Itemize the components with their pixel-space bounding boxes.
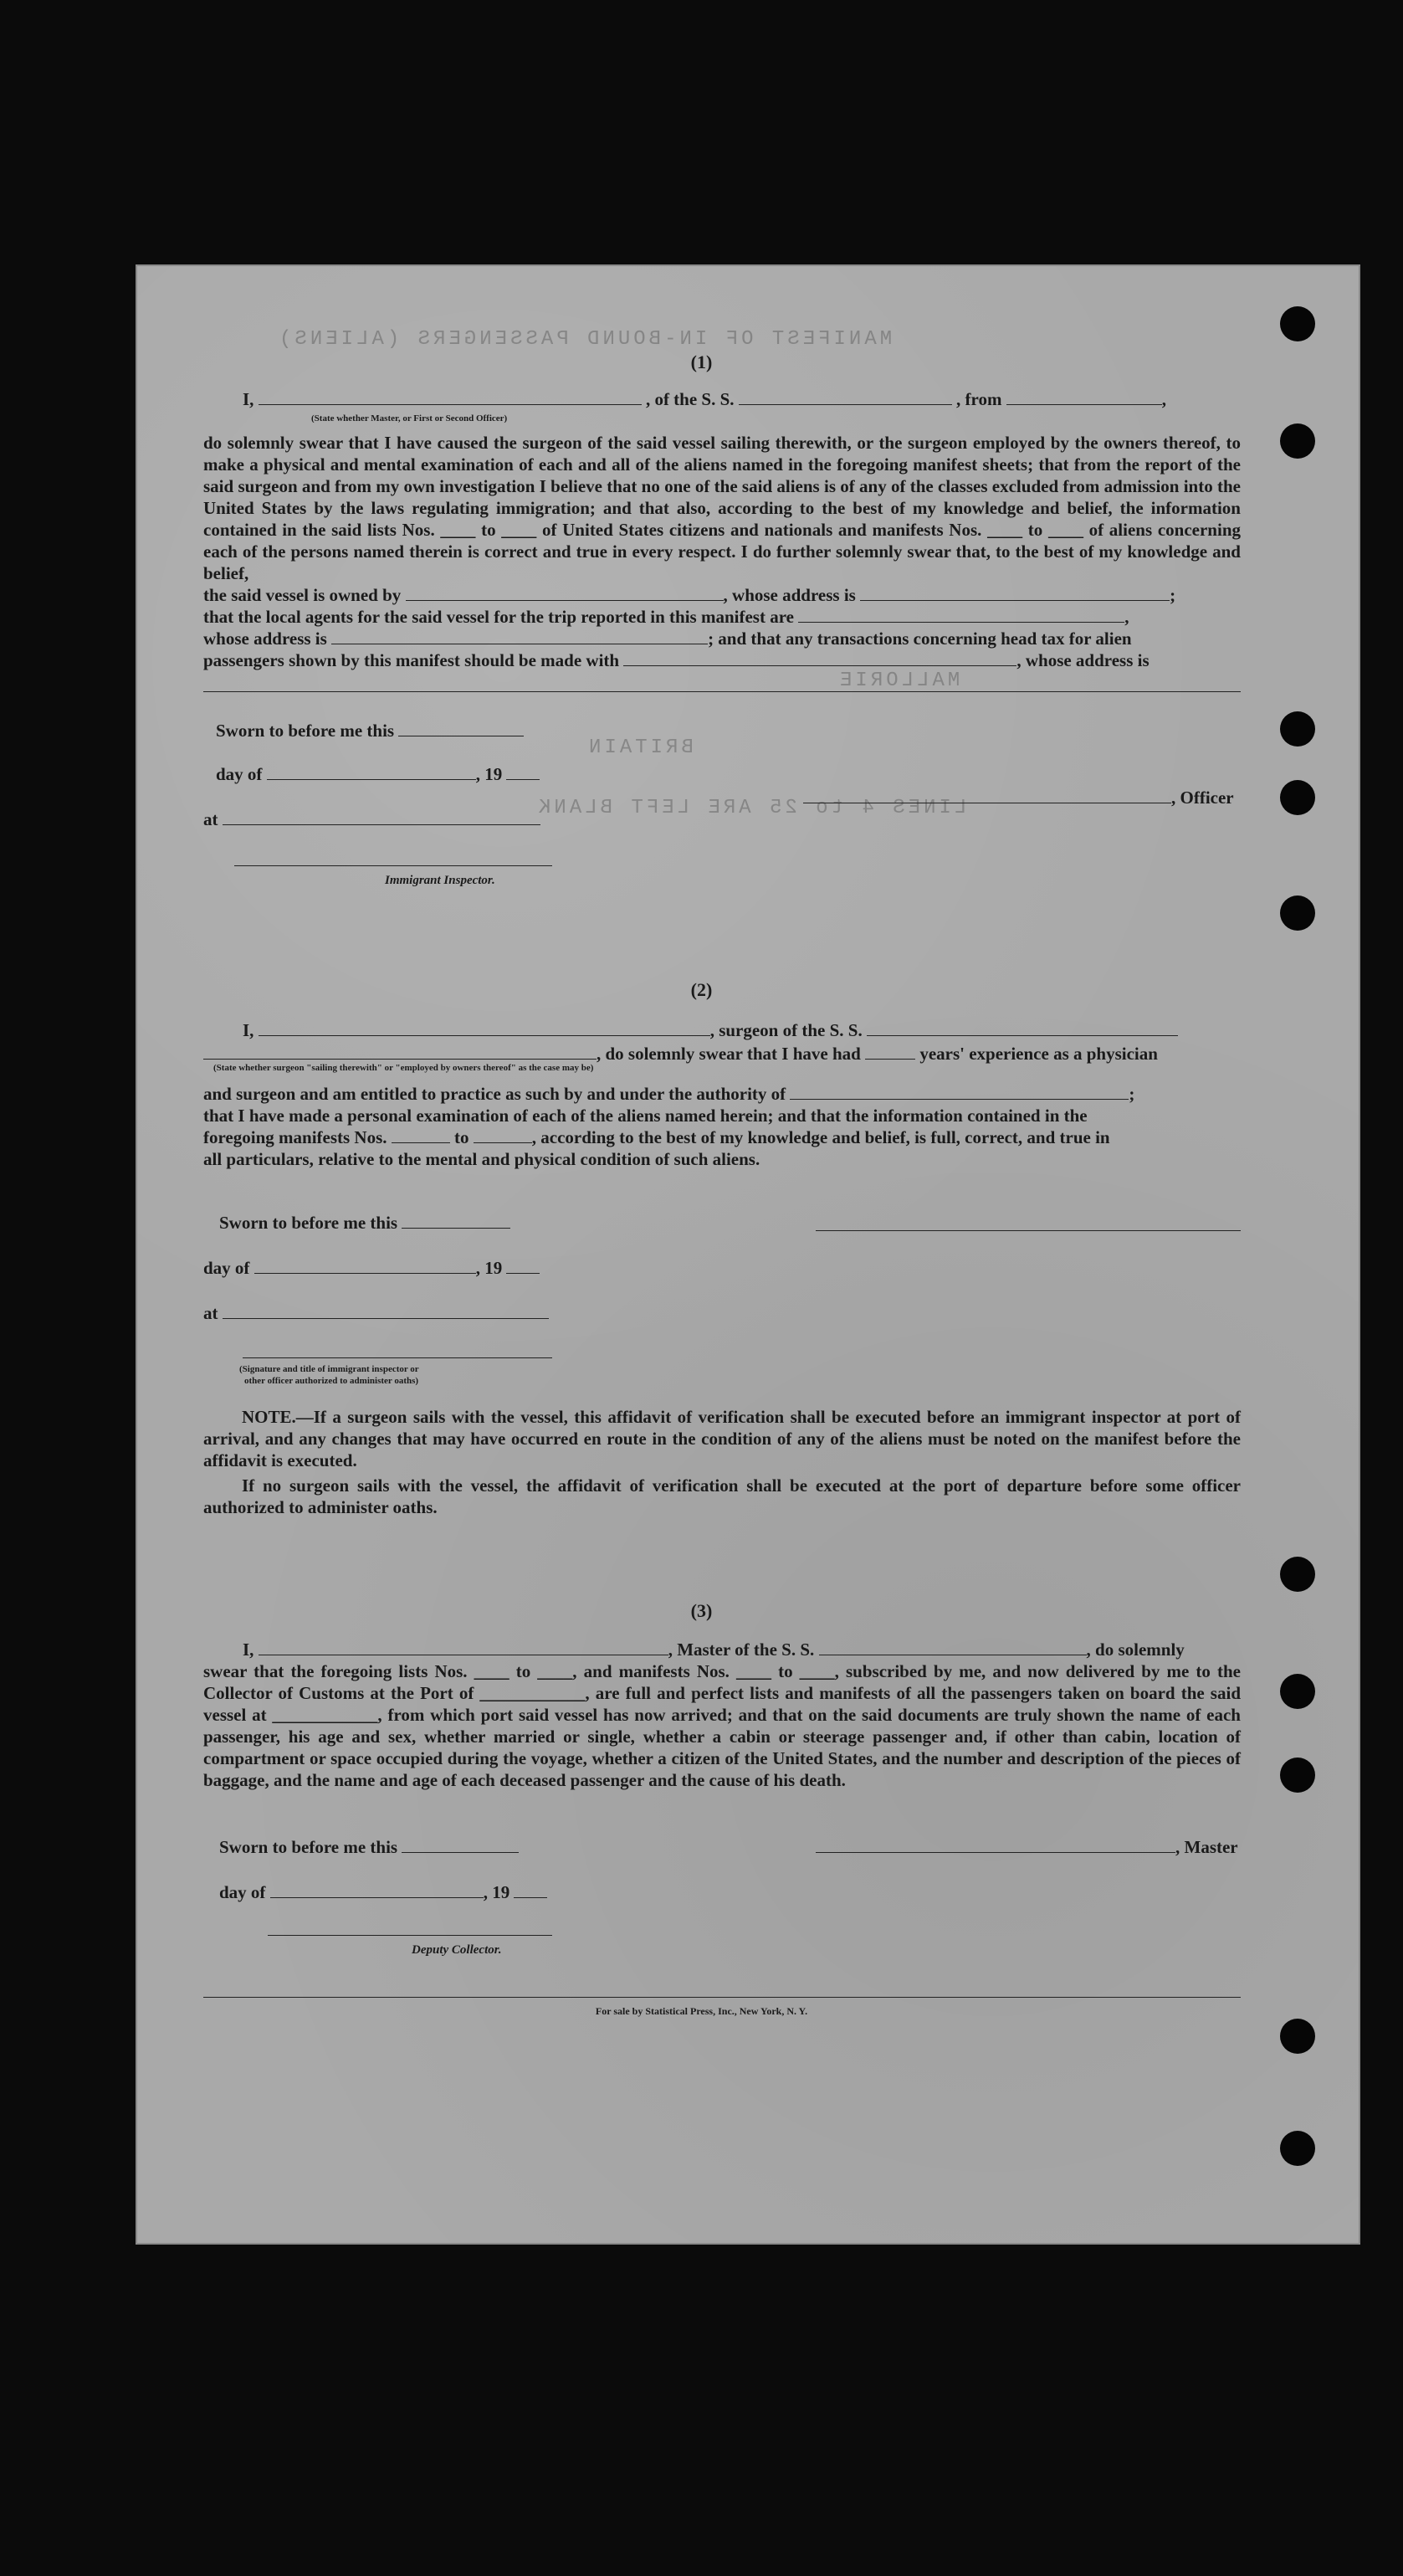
ship-name-blank <box>739 389 952 405</box>
note-no-surgeon: If no surgeon sails with the vessel, the affidavit of verification shall be executed at the port of departure before some officer authorized to administer oaths. <box>203 1475 1241 1517</box>
label-sworn: Sworn to before me this <box>216 721 395 741</box>
signature-note: other officer authorized to administer oaths) <box>244 1376 419 1386</box>
label-officer: , Officer <box>1171 788 1234 808</box>
punch-hole <box>1280 306 1315 341</box>
day-of-line <box>203 1257 540 1279</box>
punch-hole <box>1280 1674 1315 1709</box>
place-blank <box>223 1303 549 1319</box>
label-to: to <box>454 1127 469 1147</box>
label-whose-address: , whose address is <box>723 585 856 605</box>
collector-label: Deputy Collector. <box>412 1943 502 1957</box>
officer-line <box>803 787 1234 808</box>
at-line <box>203 1302 549 1324</box>
label-according: , according to the best of my knowledge and belief, is full, correct, and true in <box>531 1127 1110 1147</box>
particulars-line: all particulars, relative to the mental and physical condition of such aliens. <box>203 1149 760 1169</box>
punch-hole <box>1280 423 1315 459</box>
label-owned-by: the said vessel is owned by <box>203 585 402 605</box>
label-from: , from <box>956 389 1002 409</box>
signature-note: (Signature and title of immigrant inspector or <box>239 1364 419 1374</box>
passengers-line <box>203 649 1150 671</box>
label-years: years' experience as a physician <box>919 1044 1158 1064</box>
surgeon-line-1 <box>243 1019 1178 1041</box>
day-of-line <box>216 763 540 785</box>
label-year: , 19 <box>475 764 503 784</box>
month-blank <box>267 764 476 780</box>
master-name-blank <box>259 389 642 405</box>
note-surgeon: NOTE.—If a surgeon sails with the vessel, this affidavit of verification shall be executed before an immigrant inspector at port of arrival, and any changes that may have occurred en route in the condition of any of the aliens must be noted on the manifest before the affidavit is executed. <box>203 1407 1241 1470</box>
oath-body: swear that the foregoing lists Nos. ____ to ____, and manifests Nos. ____ to ____, subscribed by me, and now delivered by me to the Collector of Customs at the Port of ____________, are full and perfect lists and manifests of all the passengers taken on board the said vessel at ____________, from which port said vessel has now arrived; and that on the said documents are truly shown the name of each passenger, his age and sex, whether married or single, whether a cabin or steerage passenger and, if other than cabin, location of compartment or space occupied during the voyage, whether a citizen of the United States, and the number and description of the pieces of baggage, and the name and age of each deceased passenger and the cause of his death. <box>203 1661 1241 1790</box>
state-note: (State whether Master, or First or Second Officer) <box>311 413 508 423</box>
sworn-line <box>219 1836 519 1858</box>
label-authority: and surgeon and am entitled to practice as such by and under the authority of <box>203 1084 786 1104</box>
punch-hole <box>1280 780 1315 815</box>
master-signature-blank <box>816 1837 1175 1853</box>
month-blank <box>270 1882 484 1898</box>
at-line <box>203 808 540 830</box>
state-note: (State whether surgeon "sailing therewith" or "employed by owners thereof" as the case may be) <box>213 1063 594 1073</box>
sworn-day-blank <box>398 721 524 736</box>
label-whose-address: whose address is <box>203 629 327 649</box>
surgeon-status-blank <box>203 1044 597 1060</box>
inspector-label: Immigrant Inspector. <box>385 874 495 887</box>
bleed-through-text: MALLORIE <box>837 670 960 692</box>
headtax-contact-blank <box>623 650 1016 666</box>
sworn-line <box>219 1212 510 1234</box>
bleed-through-text: BRITAIN <box>586 736 694 759</box>
local-agents-line: that the local agents for the said vessel for the trip reported in this manifest are , <box>203 607 1129 627</box>
agents-blank <box>798 607 1124 623</box>
ship-name-blank <box>867 1020 1178 1036</box>
label-i: I, <box>243 389 254 409</box>
label-passengers: passengers shown by this manifest should be made with <box>203 650 620 670</box>
inspector-rule <box>234 865 552 866</box>
punch-hole <box>1280 711 1315 747</box>
label-day-of: day of <box>216 764 263 784</box>
label-master-title: , Master <box>1175 1837 1238 1857</box>
sworn-day-blank <box>402 1213 510 1229</box>
label-year: , 19 <box>475 1258 503 1278</box>
label-transactions: ; and that any transactions concerning head tax for alien <box>708 629 1132 649</box>
printer-footer: For sale by Statistical Press, Inc., New York, N. Y. <box>595 2005 808 2017</box>
collector-rule <box>268 1935 552 1936</box>
label-swear: , do solemnly swear that I have had <box>597 1044 861 1064</box>
manifest-from-blank <box>392 1127 450 1143</box>
oath-body: do solemnly swear that I have caused the surgeon of the said vessel sailing therewith, or the surgeon employed by the owners thereof, to make a physical and mental examination of each and all of the aliens named in the foregoing manifest sheets; that from the report of the said surgeon and from my own investigation I believe that no one of the said aliens is of any of the classes excluded from admission into the United States by the laws regulating immigration; and that also, according to the best of my knowledge and belief, the information contained in the said lists Nos. ____ to ____ of United States citizens and nationals and manifests Nos. ____ to ____ of aliens concerning each of the persons named therein is correct and true in every respect. I do further solemnly swear that, to the best of my knowledge and belief, <box>203 433 1241 583</box>
footer-rule <box>203 1997 1241 1998</box>
sworn-line <box>216 720 524 741</box>
master-name-blank <box>259 1640 668 1655</box>
label-foregoing: foregoing manifests Nos. <box>203 1127 387 1147</box>
label-at: at <box>203 1303 218 1323</box>
authority-blank <box>790 1084 1129 1100</box>
label-at: at <box>203 809 218 829</box>
master-signature-line <box>816 1836 1238 1858</box>
year-blank <box>506 1258 540 1274</box>
manifests-line <box>203 1126 1110 1148</box>
section-number: (1) <box>690 352 713 372</box>
label-day-of: day of <box>203 1258 250 1278</box>
officer-signature-blank <box>803 788 1171 803</box>
label-year: , 19 <box>483 1882 510 1902</box>
from-port-blank <box>1006 389 1162 405</box>
day-of-line <box>219 1881 547 1903</box>
label-local-agents: that the local agents for the said vessel for the trip reported in this manifest are <box>203 607 794 627</box>
label-whose-address: , whose address is <box>1016 650 1150 670</box>
years-blank <box>865 1044 915 1060</box>
agents-address-line <box>203 628 1132 649</box>
punch-hole <box>1280 1758 1315 1793</box>
label-surgeon: , surgeon of the S. S. <box>709 1020 863 1040</box>
owner-address-blank <box>860 585 1170 601</box>
punch-hole <box>1280 2019 1315 2054</box>
label-day-of: day of <box>219 1882 266 1902</box>
officer-signature-rule <box>243 1357 552 1358</box>
year-blank <box>506 764 540 780</box>
agents-address-blank <box>331 629 708 644</box>
punch-hole <box>1280 1557 1315 1592</box>
label-i: I, <box>243 1020 254 1040</box>
label-i: I, <box>243 1640 254 1660</box>
section-number: (3) <box>690 1600 713 1621</box>
label-master: , Master of the S. S. <box>668 1640 815 1660</box>
surgeon-name-blank <box>259 1020 710 1036</box>
owner-blank <box>406 585 724 601</box>
ship-name-blank <box>819 1640 1087 1655</box>
bleed-through-text: MANIFEST OF IN-BOUND PASSENGERS (ALIENS) <box>276 328 893 351</box>
owned-by-line: the said vessel is owned by , whose address is ; <box>203 585 1176 605</box>
sworn-day-blank <box>402 1837 519 1853</box>
punch-hole <box>1280 2131 1315 2166</box>
label-sworn: Sworn to before me this <box>219 1837 398 1857</box>
section-number: (2) <box>690 979 713 1000</box>
manifest-to-blank <box>474 1127 532 1143</box>
label-swear: , do solemnly <box>1086 1640 1185 1660</box>
oath-line-1: I, , of the S. S. , from , <box>243 389 1166 409</box>
place-blank <box>223 809 540 825</box>
punch-hole <box>1280 895 1315 931</box>
examination-line: that I have made a personal examination of each of the aliens named herein; and that the information contained in the <box>203 1106 1088 1126</box>
month-blank <box>254 1258 476 1274</box>
year-blank <box>514 1882 547 1898</box>
label-of-ss: , of the S. S. <box>645 389 735 409</box>
bleed-through-text: LINES 4 to 25 ARE LEFT BLANK <box>535 797 967 819</box>
master-line-1 <box>243 1639 1185 1660</box>
surgeon-line-2 <box>203 1043 1158 1065</box>
label-sworn: Sworn to before me this <box>219 1213 398 1233</box>
address-rule <box>203 691 1241 692</box>
surgeon-signature-rule <box>816 1230 1241 1231</box>
authority-line: and surgeon and am entitled to practice as such by and under the authority of ; <box>203 1084 1135 1104</box>
